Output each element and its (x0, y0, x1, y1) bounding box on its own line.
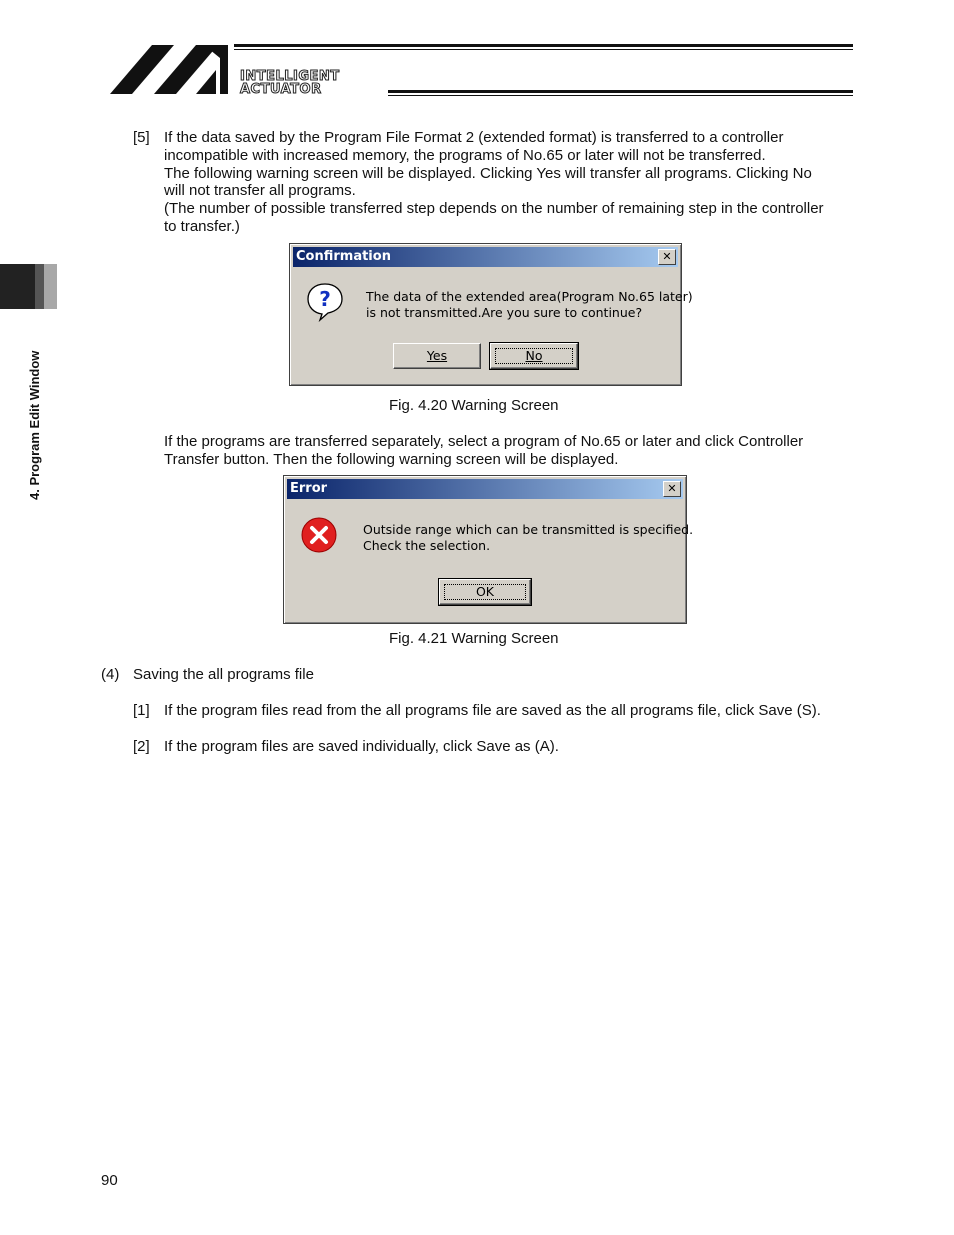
section-marker: (4) (101, 666, 120, 683)
close-icon: ✕ (662, 250, 672, 263)
header-rule (234, 44, 853, 47)
dialog-message: Outside range which can be transmitted is specified. (363, 522, 694, 537)
dialog-titlebar (287, 479, 683, 499)
dialog-message: is not transmitted.Are you sure to continue? (366, 305, 643, 320)
error-dialog (283, 475, 694, 624)
page-number: 90 (101, 1172, 118, 1189)
paragraph-line: Transfer button. Then the following warning screen will be displayed. (164, 451, 619, 468)
paragraph-line: If the program files read from the all programs file are saved as the all programs file, click Save (S). (164, 702, 821, 719)
ok-button-label: OK (475, 584, 495, 599)
item-marker: [1] (133, 702, 150, 719)
ok-button[interactable] (439, 579, 531, 605)
paragraph-line: The following warning screen will be displayed. Clicking Yes will transfer all programs. Clicking No (164, 165, 812, 182)
chapter-tab (35, 264, 44, 309)
paragraph-line: will not transfer all programs. (164, 182, 356, 199)
dialog-message: Check the selection. (363, 538, 491, 553)
dialog-message: The data of the extended area(Program No.65 later) (366, 289, 693, 304)
company-logo (110, 44, 232, 96)
error-icon (300, 516, 338, 554)
paragraph-line: incompatible with increased memory, the programs of No.65 or later will not be transferred. (164, 147, 766, 164)
confirmation-dialog (289, 243, 693, 386)
brand-name-line1: INTELLIGENT (240, 69, 340, 84)
header-rule (388, 90, 853, 93)
no-button-label: No (525, 348, 543, 363)
paragraph-line: If the programs are transferred separately, select a program of No.65 or later and click Controller (164, 433, 804, 450)
yes-button[interactable] (393, 343, 481, 369)
close-button[interactable] (658, 249, 676, 265)
item-marker: [2] (133, 738, 150, 755)
header-rule (388, 95, 853, 96)
close-icon: ✕ (667, 482, 677, 495)
paragraph-line: If the program files are saved individually, click Save as (A). (164, 738, 559, 755)
dialog-titlebar (293, 247, 678, 267)
section-title: Saving the all programs file (133, 666, 314, 683)
item-marker: [5] (133, 129, 150, 146)
dialog-title: Confirmation (296, 249, 391, 264)
close-button[interactable] (663, 481, 681, 497)
svg-text:?: ? (319, 287, 331, 311)
paragraph-line: If the data saved by the Program File Format 2 (extended format) is transferred to a controller (164, 129, 784, 146)
question-icon (306, 282, 344, 322)
paragraph-line: to transfer.) (164, 218, 240, 235)
no-button[interactable] (490, 343, 578, 369)
chapter-label: 4. Program Edit Window (27, 350, 42, 500)
paragraph-line: (The number of possible transferred step depends on the number of remaining step in the controller (164, 200, 824, 217)
header-rule (234, 49, 853, 50)
dialog-title: Error (290, 481, 328, 496)
chapter-tab (0, 264, 35, 309)
figure-caption: Fig. 4.21 Warning Screen (389, 630, 559, 647)
brand-name-line2: ACTUATOR (240, 82, 322, 97)
figure-caption: Fig. 4.20 Warning Screen (389, 397, 559, 414)
yes-button-label: Yes (426, 348, 448, 363)
chapter-tab (44, 264, 57, 309)
